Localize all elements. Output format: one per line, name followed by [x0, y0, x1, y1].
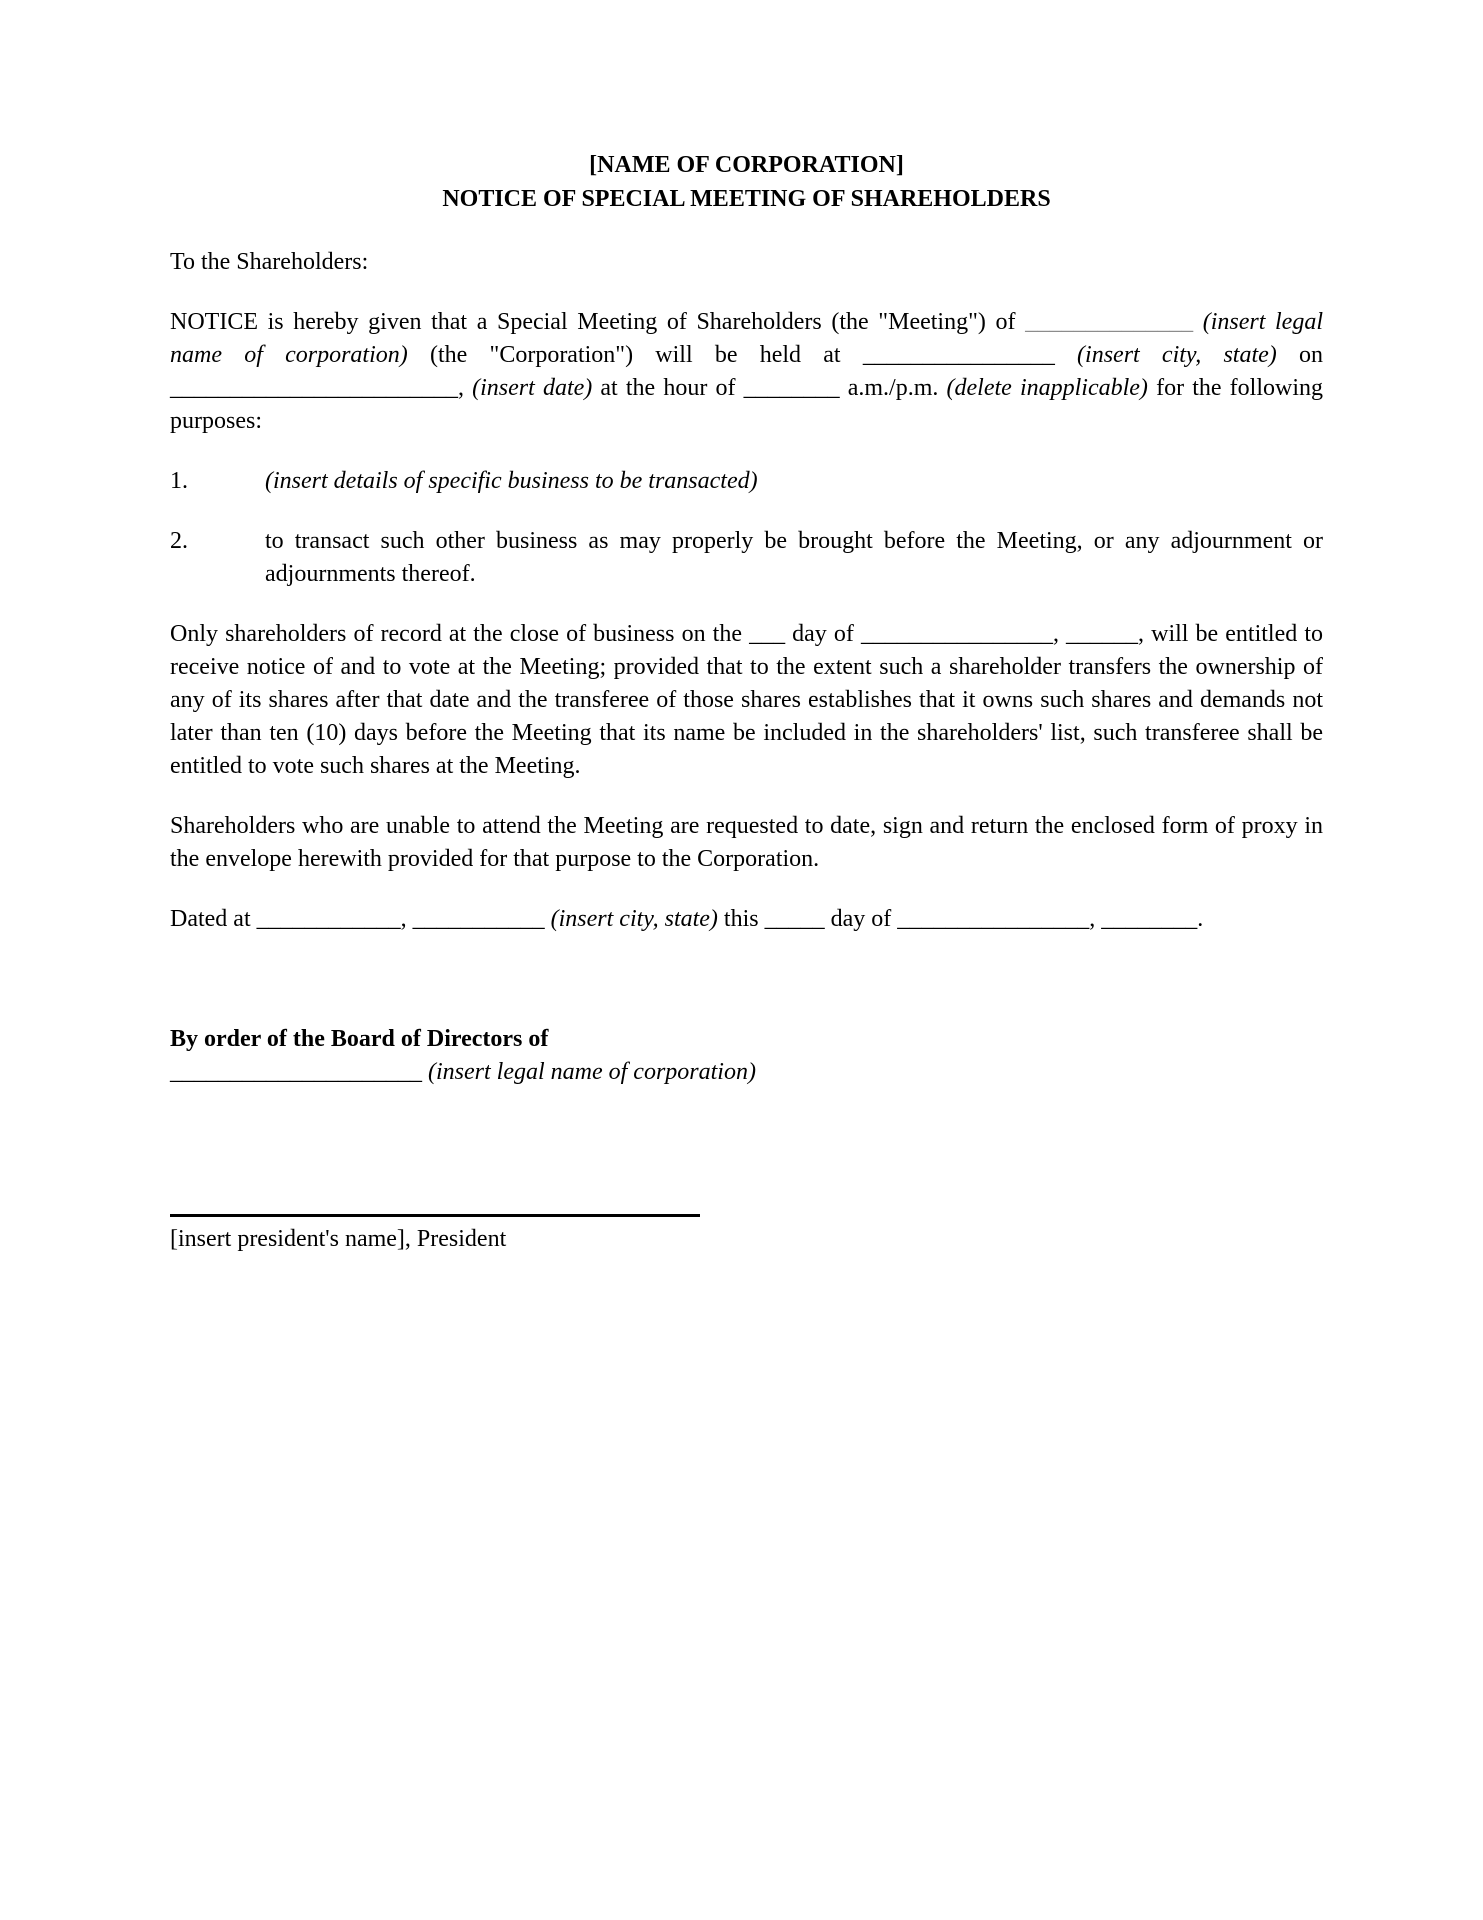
- text-run: for the following purposes:: [170, 375, 1323, 434]
- dated-line: [170, 903, 1323, 936]
- salutation: To the Shareholders:: [170, 249, 369, 275]
- by-order-line: By order of the Board of Directors of: [170, 1026, 549, 1052]
- instruction-text-run: (insert city, state): [550, 906, 718, 932]
- title-line-notice-heading: NOTICE OF SPECIAL MEETING OF SHAREHOLDERS: [442, 186, 1051, 212]
- corporation-name-blank-line: [170, 1056, 1323, 1089]
- list-item-2-text: [265, 525, 1323, 591]
- text-run: on ________________________,: [170, 342, 1324, 401]
- signature-block: [170, 1214, 1323, 1256]
- text-run: Shareholders who are unable to attend the Meeting are requested to date, sign and return the enclosed form of proxy in the envelope herewith provided for that purpose to the Corporation.: [170, 813, 1323, 872]
- title-line-corporation-name: [NAME OF CORPORATION]: [589, 152, 904, 178]
- text-run: NOTICE is hereby given that a Special Meeting of Shareholders (the "Meeting") of: [170, 309, 1026, 335]
- text-run: _____________________: [170, 1059, 428, 1085]
- text-run: this _____ day of ________________, ________.: [717, 906, 1204, 932]
- text-run: (the "Corporation") will be held at ________________: [407, 342, 1078, 368]
- signature-line: [170, 1214, 700, 1217]
- text-run: [1193, 309, 1203, 335]
- list-item-2-number: 2.: [170, 528, 188, 554]
- instruction-text-run: (insert city, state): [1077, 342, 1277, 368]
- text-run: Dated at ____________, ___________: [170, 906, 551, 932]
- document-title: [170, 148, 1323, 216]
- text-run: ______________: [1025, 309, 1194, 335]
- instruction-text-run: (insert legal name of corporation): [170, 309, 1324, 368]
- record-date-paragraph: [170, 618, 1323, 783]
- text-run: at the hour of ________ a.m./p.m.: [592, 375, 947, 401]
- instruction-text-run: (delete inapplicable): [946, 375, 1148, 401]
- president-name-line: [insert president's name], President: [170, 1226, 507, 1252]
- closing-block: [170, 1023, 1323, 1089]
- instruction-text-run: (insert date): [472, 375, 593, 401]
- instruction-text-run: (insert details of specific business to be transacted): [265, 468, 758, 494]
- instruction-text-run: (insert legal name of corporation): [428, 1059, 756, 1085]
- proxy-paragraph: [170, 810, 1323, 876]
- list-item-1: [170, 465, 1323, 498]
- list-item-1-number: 1.: [170, 468, 188, 494]
- list-item-1-text: [265, 465, 1323, 498]
- text-run: Only shareholders of record at the close of business on the ___ day of ________________, ______, will be entitled to receive notice of and to vote at the Meeting; provided that to the extent such a shareholder transfers the ownership of any of its shares after that date and the transferee of those shares establishes that it owns such shares and demands not later than ten (10) days before the Meeting that its name be included in the shareholders' list, such transferee shall be entitled to vote such shares at the Meeting.: [170, 621, 1323, 779]
- notice-paragraph: [170, 306, 1323, 438]
- text-run: to transact such other business as may properly be brought before the Meeting, or any adjournment or adjournments thereof.: [265, 528, 1323, 587]
- list-item-2: [170, 525, 1323, 591]
